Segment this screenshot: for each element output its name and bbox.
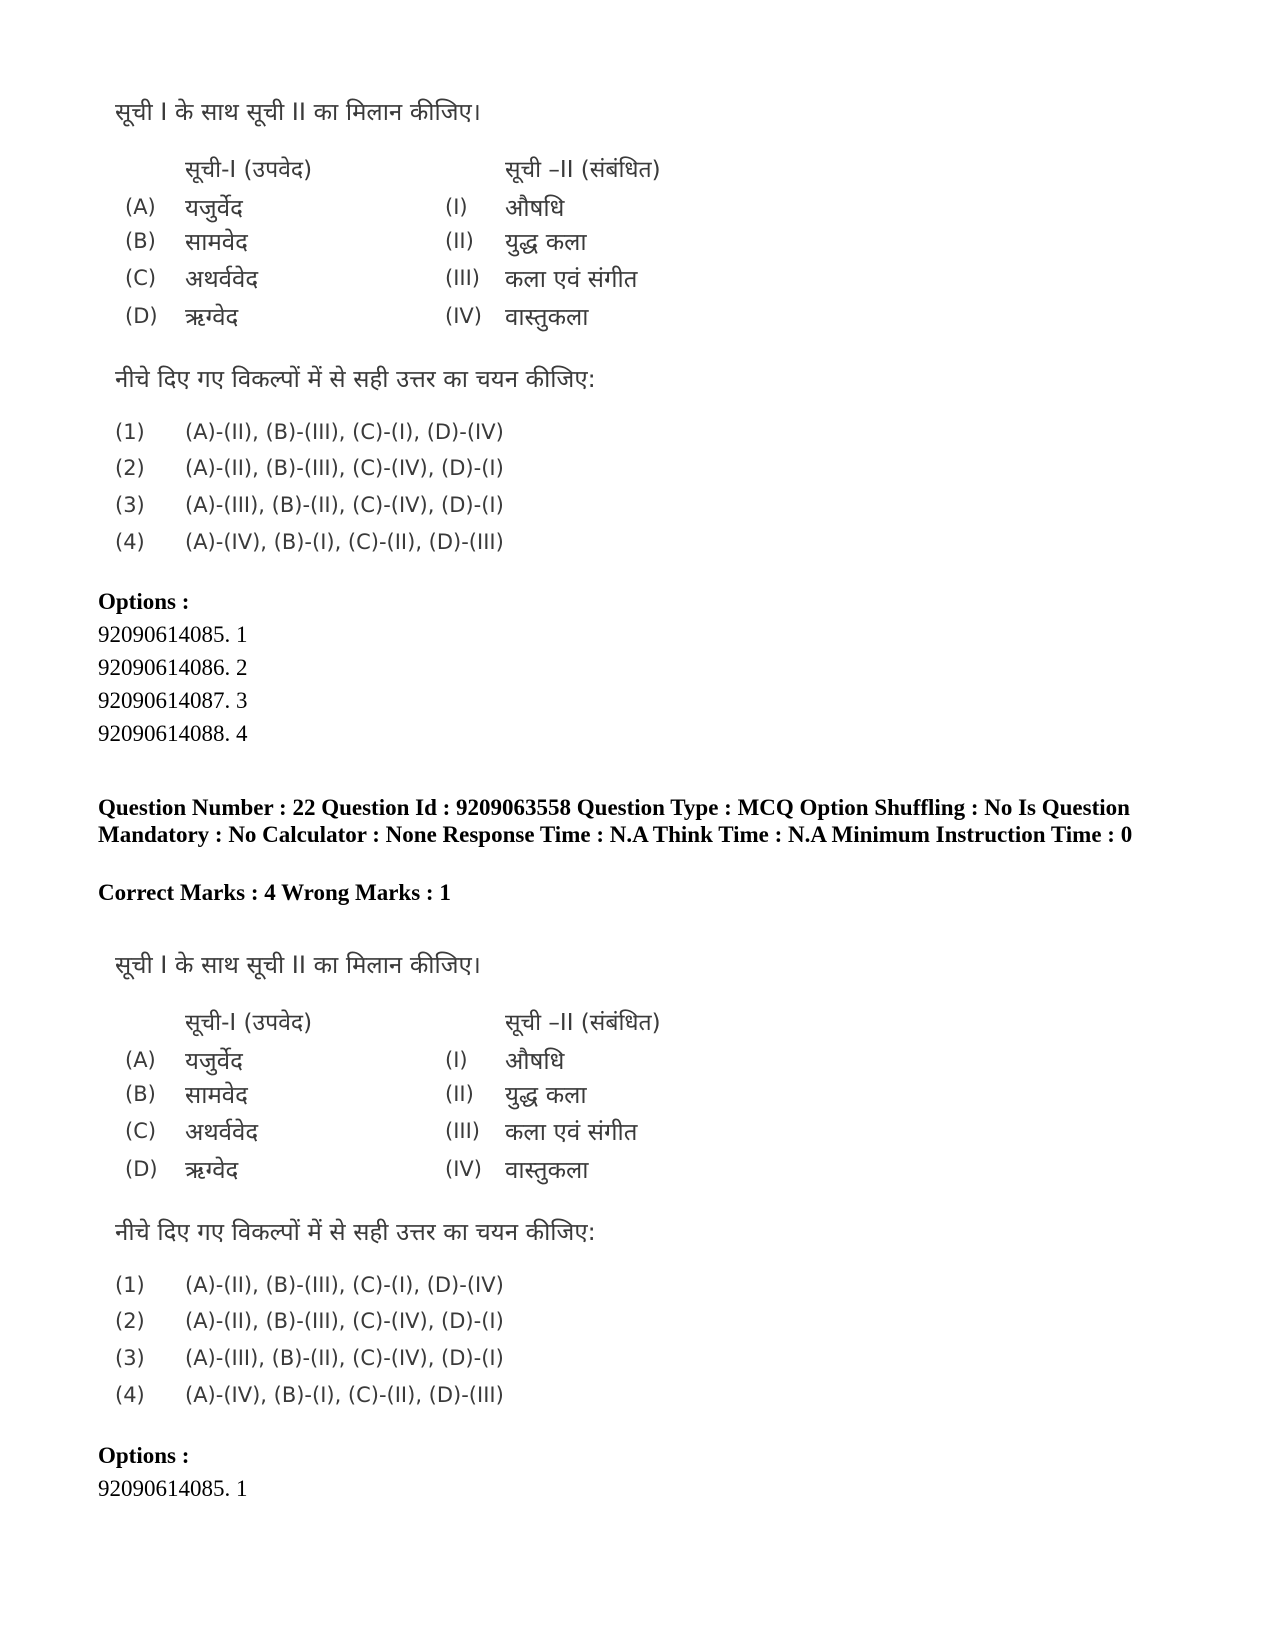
row-list1-item: अथर्ववेद (185, 265, 259, 293)
row-letter: (C) (125, 266, 157, 290)
choose-instruction: नीचे दिए गए विकल्पों में से सही उत्तर का चयन कीजिए: (115, 365, 596, 393)
choice-text: (A)-(II), (B)-(III), (C)-(I), (D)-(IV) (185, 1273, 504, 1297)
row-list1-item: सामवेद (185, 1081, 248, 1109)
marks-line: Correct Marks : 4 Wrong Marks : 1 (98, 880, 451, 905)
question-image-bottom (105, 948, 705, 1418)
choice-text: (A)-(IV), (B)-(I), (C)-(II), (D)-(III) (185, 530, 504, 554)
choice-number: (1) (115, 1273, 145, 1297)
row-list2-item: कला एवं संगीत (505, 265, 638, 293)
choice-text: (A)-(III), (B)-(II), (C)-(IV), (D)-(I) (185, 1346, 504, 1370)
row-list1-item: ऋग्वेद (185, 1156, 239, 1184)
option-item: 92090614087. 3 (98, 688, 248, 713)
choice-number: (4) (115, 530, 145, 554)
row-letter: (B) (125, 229, 156, 253)
row-list1-item: अथर्ववेद (185, 1118, 259, 1146)
choice-text: (A)-(II), (B)-(III), (C)-(IV), (D)-(I) (185, 456, 504, 480)
option-item: 92090614088. 4 (98, 721, 248, 746)
row-numeral: (I) (445, 195, 468, 219)
row-numeral: (II) (445, 1082, 474, 1106)
list2-header: सूची –II (संबंधित) (505, 1010, 661, 1036)
choice-number: (3) (115, 1346, 145, 1370)
row-numeral: (III) (445, 1119, 480, 1143)
choice-number: (2) (115, 1309, 145, 1333)
row-list2-item: कला एवं संगीत (505, 1118, 638, 1146)
row-numeral: (III) (445, 266, 480, 290)
row-numeral: (IV) (445, 1157, 482, 1181)
list1-header: सूची-I (उपवेद) (185, 157, 313, 183)
row-letter: (D) (125, 1157, 158, 1181)
choice-number: (4) (115, 1383, 145, 1407)
choice-text: (A)-(III), (B)-(II), (C)-(IV), (D)-(I) (185, 493, 504, 517)
question-image-top (105, 95, 705, 565)
option-item: 92090614086. 2 (98, 655, 248, 680)
question-instruction: सूची I के साथ सूची II का मिलान कीजिए। (115, 951, 481, 979)
row-numeral: (II) (445, 229, 474, 253)
row-list1-item: सामवेद (185, 228, 248, 256)
option-item: 92090614085. 1 (98, 1476, 248, 1501)
row-list2-item: औषधि (505, 1047, 565, 1075)
choice-text: (A)-(II), (B)-(III), (C)-(I), (D)-(IV) (185, 420, 504, 444)
row-letter: (C) (125, 1119, 157, 1143)
choice-number: (3) (115, 493, 145, 517)
row-letter: (A) (125, 195, 156, 219)
question-meta: Question Number : 22 Question Id : 9209063558 Question Type : MCQ Option Shuffling : No Is Question Mandatory : No Calculator : None Response Time : N.A Think Time : N.A Minimum Instruction Time : 0 (98, 795, 1133, 847)
question-instruction: सूची I के साथ सूची II का मिलान कीजिए। (115, 98, 481, 126)
options-label: Options : (98, 589, 190, 614)
choice-number: (1) (115, 420, 145, 444)
options-label: Options : (98, 1443, 190, 1468)
list1-header: सूची-I (उपवेद) (185, 1010, 313, 1036)
row-numeral: (I) (445, 1048, 468, 1072)
choice-text: (A)-(II), (B)-(III), (C)-(IV), (D)-(I) (185, 1309, 504, 1333)
choice-text: (A)-(IV), (B)-(I), (C)-(II), (D)-(III) (185, 1383, 504, 1407)
row-list1-item: यजुर्वेद (185, 194, 243, 222)
row-list2-item: युद्ध कला (505, 228, 587, 256)
list2-header: सूची –II (संबंधित) (505, 157, 661, 183)
row-list2-item: वास्तुकला (505, 1156, 589, 1184)
row-list2-item: युद्ध कला (505, 1081, 587, 1109)
row-list2-item: औषधि (505, 194, 565, 222)
row-letter: (D) (125, 304, 158, 328)
row-numeral: (IV) (445, 304, 482, 328)
row-list2-item: वास्तुकला (505, 303, 589, 331)
row-letter: (B) (125, 1082, 156, 1106)
row-list1-item: ऋग्वेद (185, 303, 239, 331)
option-item: 92090614085. 1 (98, 622, 248, 647)
row-letter: (A) (125, 1048, 156, 1072)
choose-instruction: नीचे दिए गए विकल्पों में से सही उत्तर का चयन कीजिए: (115, 1218, 596, 1246)
choice-number: (2) (115, 456, 145, 480)
row-list1-item: यजुर्वेद (185, 1047, 243, 1075)
